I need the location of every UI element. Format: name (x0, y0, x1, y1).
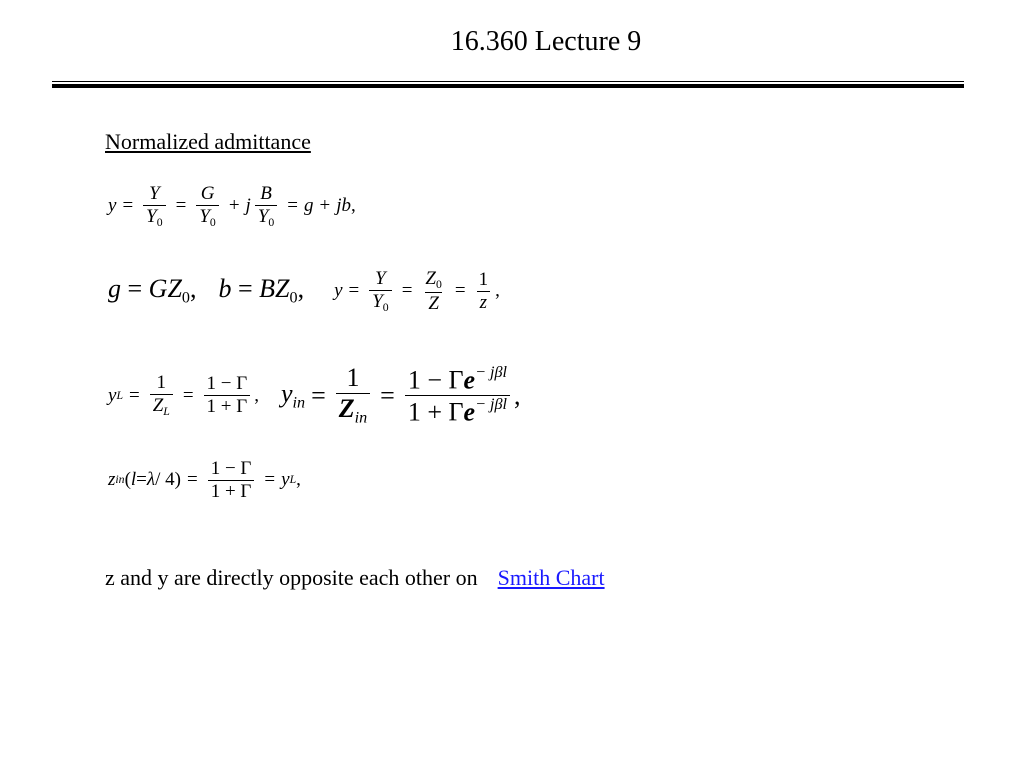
title-rule-thick (52, 84, 964, 88)
title-rule-thin (52, 81, 964, 82)
footer-text-row (105, 565, 605, 591)
section-heading: Normalized admittance (105, 129, 311, 154)
equation-z-in-quarter-wave: z in ( l = λ / 4) = $\frac{1 - \Gamma}{1 + \Gamma}$ = y L , (108, 458, 301, 502)
page-title: 16.360 Lecture 9 (450, 26, 642, 57)
equation-g-b-y: $g = GZ_0$, $b = BZ_0$, y = $\frac{Y}{Y_0}$ = $\frac{Z_0}{Z}$ = $\frac{1}{z}$ , (108, 268, 500, 314)
equation-y-load-y-in: y L = $\frac{1}{Z_L}$ = $\frac{1 - \Gamma}{1 + \Gamma}$ , $y_{in}$ = $\frac{1}{Z_{in}}$ = $\frac{1 - \Gamma e^{- j\beta l}}{1 + \Gamma e^{- j\beta l}}$ , (108, 363, 521, 427)
equation-normalized-admittance: y = $\frac{Y}{Y_0}$ = $\frac{G}{Y_0}$ + j $\frac{B}{Y_0}$ = g + jb , (108, 183, 356, 229)
smith-chart-link[interactable]: Smith Chart (497, 565, 605, 590)
footer-text: z and y are directly opposite each other on (105, 565, 478, 590)
